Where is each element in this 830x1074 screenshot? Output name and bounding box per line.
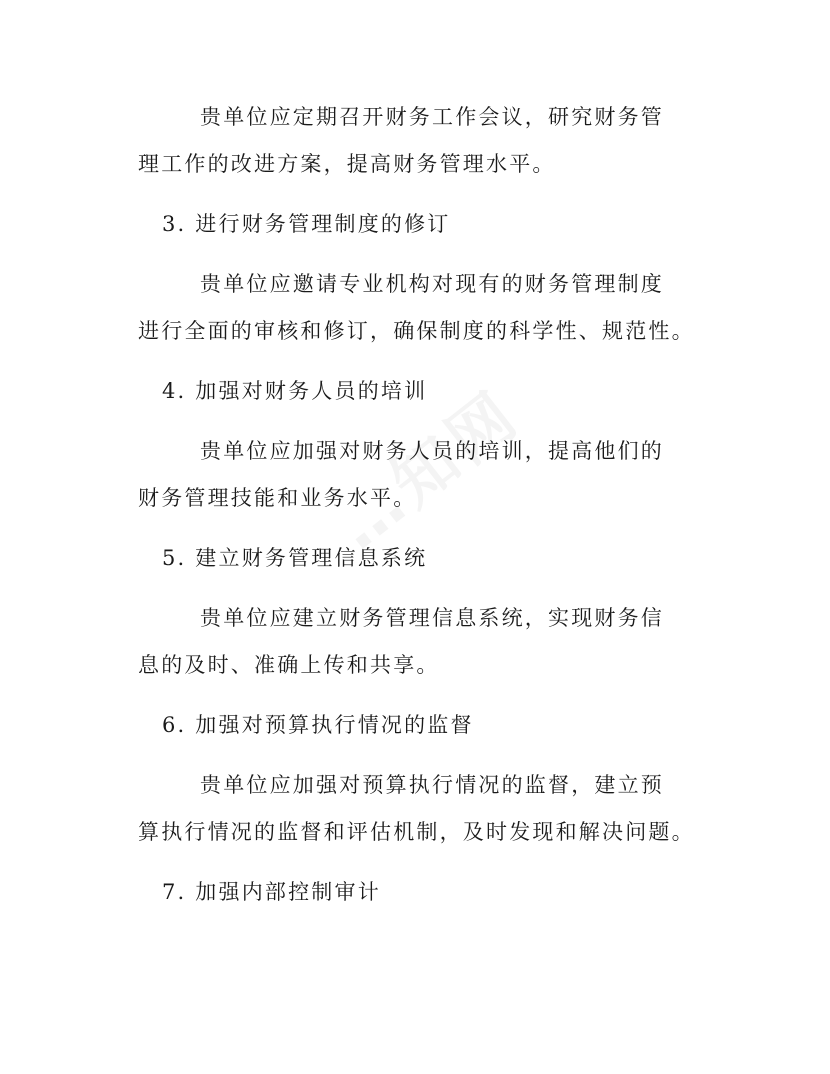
section-heading: 6. 加强对预算执行情况的监督	[162, 713, 474, 737]
paragraph-line: 贵单位应加强对预算执行情况的监督，建立预	[200, 773, 664, 797]
section-heading: 5. 建立财务管理信息系统	[162, 546, 428, 570]
paragraph-line: 财务管理技能和业务水平。	[138, 486, 417, 510]
paragraph-line: 贵单位应加强对财务人员的培训，提高他们的	[200, 439, 664, 463]
section-heading: 7. 加强内部控制审计	[162, 880, 381, 904]
paragraph-line: 贵单位应邀请专业机构对现有的财务管理制度	[200, 272, 664, 296]
paragraph-line: 贵单位应建立财务管理信息系统，实现财务信	[200, 606, 664, 630]
paragraph-line: 息的及时、准确上传和共享。	[138, 653, 440, 677]
paragraph-line: 算执行情况的监督和评估机制，及时发现和解决问题。	[138, 820, 695, 844]
paragraph-line: 理工作的改进方案，提高财务管理水平。	[138, 152, 556, 176]
paragraph-line: 进行全面的审核和修订，确保制度的科学性、规范性。	[138, 319, 695, 343]
paragraph-line: 贵单位应定期召开财务工作会议，研究财务管	[200, 105, 664, 129]
section-heading: 4. 加强对财务人员的培训	[162, 379, 428, 403]
section-heading: 3. 进行财务管理制度的修订	[162, 212, 451, 236]
